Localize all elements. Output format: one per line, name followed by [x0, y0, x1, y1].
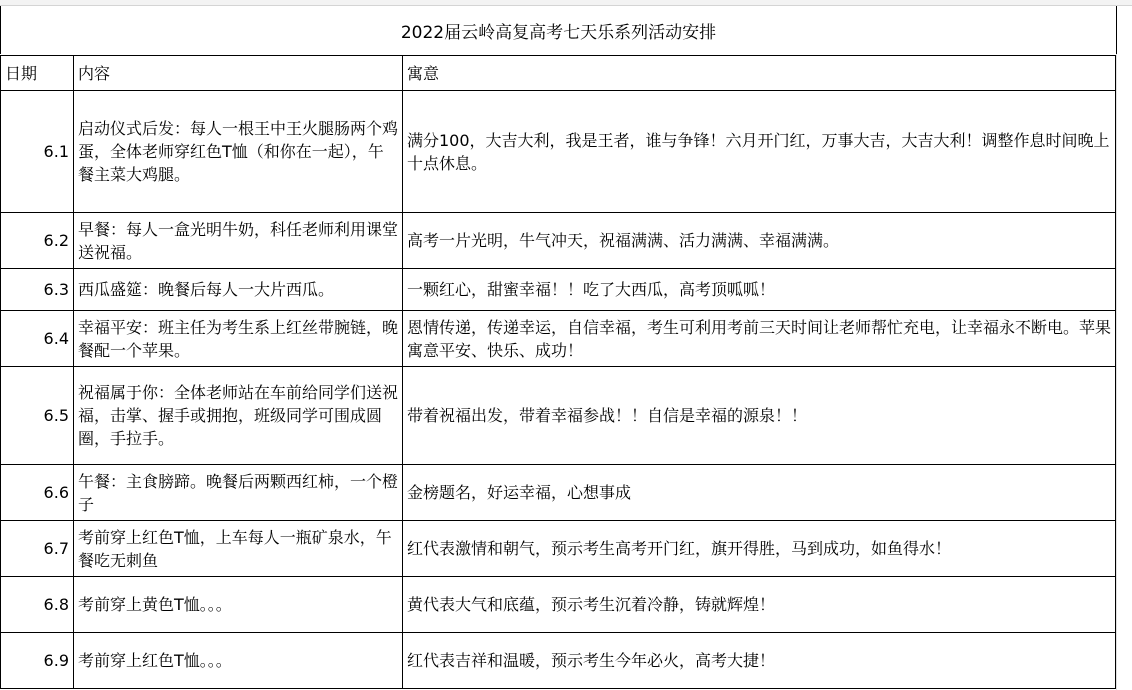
sheet-title — [0, 6, 1117, 54]
date-cell[interactable]: 6.2 — [1, 213, 74, 269]
content-cell[interactable]: 启动仪式后发：每人一根王中王火腿肠两个鸡蛋，全体老师穿红色T恤（和你在一起），午餐主菜大鸡腿。 — [74, 91, 403, 213]
table-row — [1, 311, 1116, 367]
content-cell[interactable]: 早餐：每人一盒光明牛奶，科任老师利用课堂送祝福。 — [74, 213, 403, 269]
meaning-cell[interactable]: 黄代表大气和底蕴，预示考生沉着冷静，铸就辉煌！ — [403, 577, 1116, 633]
date-cell[interactable]: 6.1 — [1, 91, 74, 213]
content-cell[interactable]: 考前穿上黄色T恤。。。 — [74, 577, 403, 633]
table-row — [1, 465, 1116, 521]
meaning-cell[interactable]: 红代表激情和朝气，预示考生高考开门红，旗开得胜，马到成功，如鱼得水！ — [403, 521, 1116, 577]
header-row — [1, 56, 1116, 91]
meaning-cell[interactable]: 带着祝福出发，带着幸福参战！！自信是幸福的源泉！！ — [403, 367, 1116, 465]
meaning-cell[interactable]: 满分100，大吉大利，我是王者，谁与争锋！六月开门红，万事大吉，大吉大利！调整作息时间晚上十点休息。 — [403, 91, 1116, 213]
spreadsheet-gutter — [1116, 5, 1132, 690]
table-row — [1, 269, 1116, 311]
content-cell[interactable]: 考前穿上红色T恤，上车每人一瓶矿泉水，午餐吃无刺鱼 — [74, 521, 403, 577]
table-row — [1, 521, 1116, 577]
header-date[interactable]: 日期 — [1, 56, 74, 91]
date-cell[interactable]: 6.7 — [1, 521, 74, 577]
date-cell[interactable]: 6.9 — [1, 633, 74, 689]
table-row — [1, 367, 1116, 465]
date-cell[interactable]: 6.8 — [1, 577, 74, 633]
meaning-cell[interactable]: 恩情传递，传递幸运，自信幸福，考生可利用考前三天时间让老师帮忙充电，让幸福永不断电。苹果寓意平安、快乐、成功！ — [403, 311, 1116, 367]
table-row — [1, 213, 1116, 269]
content-cell[interactable]: 祝福属于你：全体老师站在车前给同学们送祝福，击掌、握手或拥抱，班级同学可围成圆圈，手拉手。 — [74, 367, 403, 465]
content-cell[interactable]: 考前穿上红色T恤。。。 — [74, 633, 403, 689]
table-row — [1, 577, 1116, 633]
meaning-cell[interactable]: 高考一片光明，牛气冲天，祝福满满、活力满满、幸福满满。 — [403, 213, 1116, 269]
table-row — [1, 633, 1116, 689]
date-cell[interactable]: 6.6 — [1, 465, 74, 521]
header-meaning[interactable]: 寓意 — [403, 56, 1116, 91]
schedule-table — [0, 55, 1116, 689]
meaning-cell[interactable]: 一颗红心，甜蜜幸福！！吃了大西瓜，高考顶呱呱！ — [403, 269, 1116, 311]
table-row — [1, 91, 1116, 213]
header-content[interactable]: 内容 — [74, 56, 403, 91]
content-cell[interactable]: 幸福平安：班主任为考生系上红丝带腕链，晚餐配一个苹果。 — [74, 311, 403, 367]
date-cell[interactable]: 6.3 — [1, 269, 74, 311]
sheet-title-text: 2022届云岭高复高考七天乐系列活动安排 — [400, 22, 717, 43]
meaning-cell[interactable]: 红代表吉祥和温暖，预示考生今年必火，高考大捷！ — [403, 633, 1116, 689]
date-cell[interactable]: 6.5 — [1, 367, 74, 465]
meaning-cell[interactable]: 金榜题名，好运幸福，心想事成 — [403, 465, 1116, 521]
date-cell[interactable]: 6.4 — [1, 311, 74, 367]
content-cell[interactable]: 西瓜盛筵：晚餐后每人一大片西瓜。 — [74, 269, 403, 311]
content-cell[interactable]: 午餐：主食膀蹄。晚餐后两颗西红柿，一个橙子 — [74, 465, 403, 521]
